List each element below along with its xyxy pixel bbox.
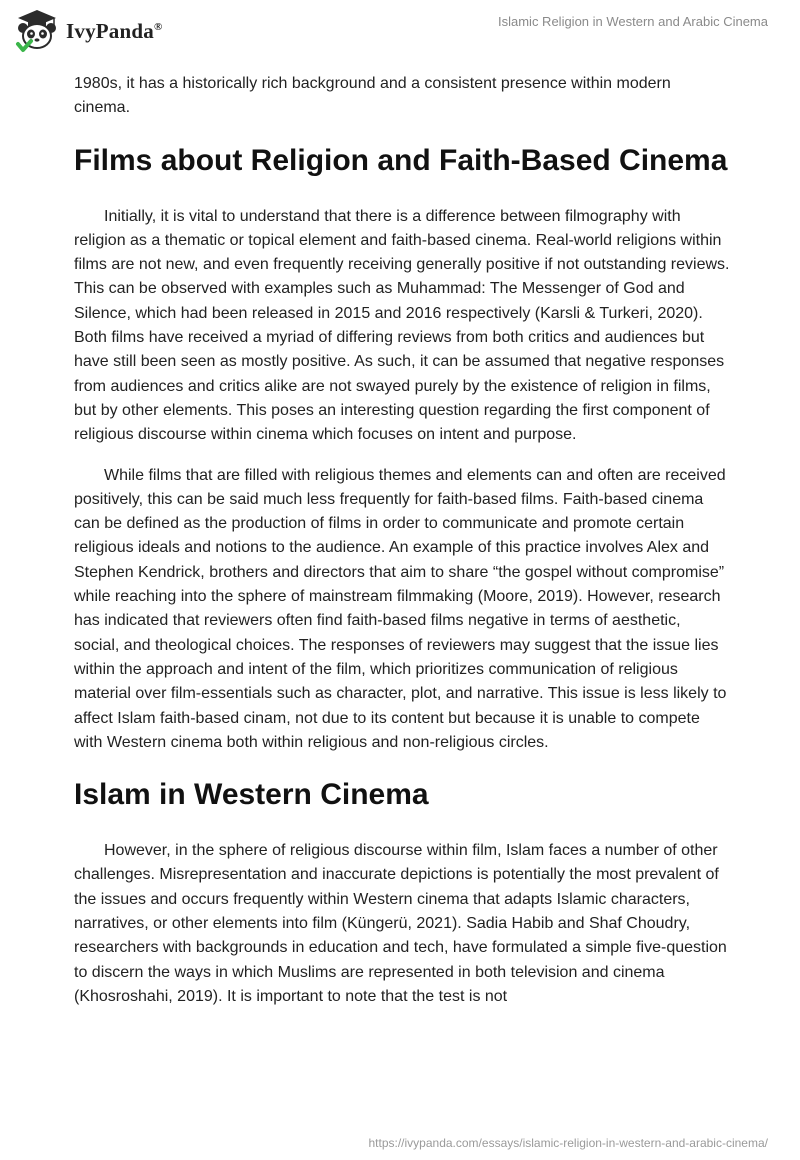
paragraph: Initially, it is vital to understand that there is a difference between filmography with religion as a thematic or topical element and faith-based cinema. Real-world religions within films are not new, and even frequently receiving generally positive if not outstanding reviews. This can be observed with examples such as Muhammad: The Messenger of God and Silence, which had been released in 2015 and 2016 respectively (Karsli & Turkeri, 2020). Both films have received a myriad of differing reviews from both critics and audiences but have still been seen as mostly positive. As such, it can be assumed that negative responses from audiences and critics alike are not swayed purely by the existence of religion in films, but by other elements. This poses an interesting question regarding the first component of religious discourse within cinema which focuses on intent and purpose. bbox=[74, 207, 730, 444]
document-title: Islamic Religion in Western and Arabic Cinema bbox=[498, 14, 768, 29]
paragraph-continuation: 1980s, it has a historically rich background and a consistent presence within modern cinema. bbox=[74, 75, 671, 117]
brand-name: IvyPanda® bbox=[66, 18, 163, 43]
section-heading-islam-western-cinema: Islam in Western Cinema bbox=[74, 778, 429, 812]
paragraph: However, in the sphere of religious discourse within film, Islam faces a number of other challenges. Misrepresentation and inaccurate depictions is potentially the most prevalent of the issues and occurs frequently within Western cinema that adapts Islamic characters, narratives, or other elements into film (Küngerü, 2021). Sadia Habib and Shaf Choudry, researchers with backgrounds in education and tech, have formulated a simple five-question to discern the ways in which Muslims are represented in both television and cinema (Khosroshahi, 2019). It is important to note that the test is not bbox=[74, 842, 727, 1005]
section-heading-faith-based-cinema: Films about Religion and Faith-Based Cinema bbox=[74, 143, 728, 177]
source-url[interactable]: https://ivypanda.com/essays/islamic-religion-in-western-and-arabic-cinema/ bbox=[368, 1136, 768, 1150]
essay-body bbox=[74, 72, 730, 1025]
panda-mascot-icon bbox=[14, 8, 60, 54]
paragraph: While films that are filled with religious themes and elements can and often are received positively, this can be said much less frequently for faith-based films. Faith-based cinema can be defined as the production of films in order to communicate and promote certain religious ideals and notions to the audience. An example of this practice involves Alex and Stephen Kendrick, brothers and directors that aim to share “the gospel without compromise” while reaching into the sphere of mainstream filmmaking (Moore, 2019). However, research has indicated that reviewers often find faith-based films negative in terms of aesthetic, social, and theological choices. The responses of reviewers may suggest that the issue lies within the approach and intent of the film, which prioritizes communication of religious material over film-essentials such as character, plot, and narrative. This issue is less likely to affect Islam faith-based cinam, not due to its content but because it is unable to compete with Western cinema both within religious and non-religious circles. bbox=[74, 466, 727, 751]
page-header bbox=[0, 0, 800, 64]
ivypanda-logo[interactable] bbox=[14, 8, 162, 54]
